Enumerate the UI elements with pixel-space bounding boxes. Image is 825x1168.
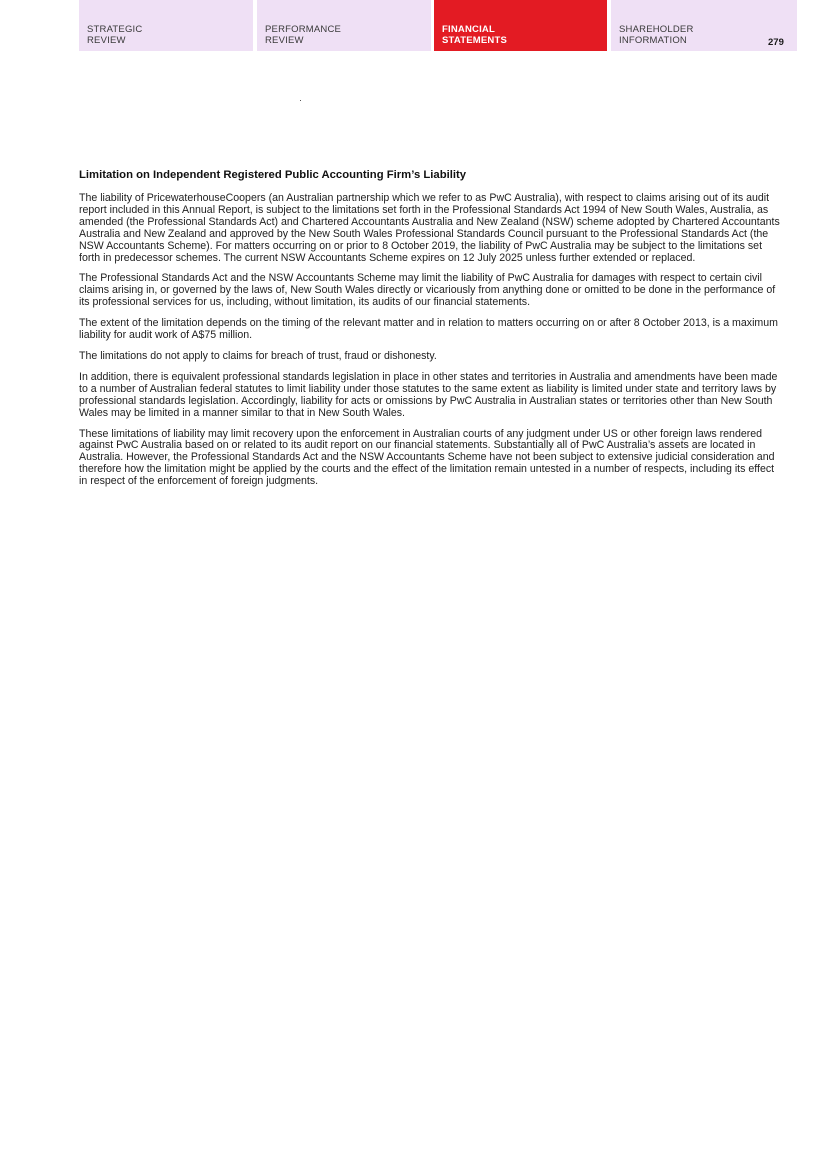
page-number: 279	[768, 37, 784, 48]
paragraph: These limitations of liability may limit recovery upon the enforcement in Australian courts of any judgment under US or other foreign laws rendered against PwC Australia based on or related to its audit report on our financial statements. Substantially all of PwC Australia’s assets are located in Australia. However, the Professional Standards Act and the NSW Accountants Scheme have not been subject to extensive judicial consideration and therefore how the limitation might be applied by the courts and the effect of the limitation remain untested in a number of respects, including its effect in respect of the enforcement of foreign judgments.	[79, 427, 775, 488]
paragraph: The liability of PricewaterhouseCoopers (an Australian partnership which we refer to as PwC Australia), with respect to claims arising out of its audit report included in this Annual Report, is subject to the limitations set forth in the Professional Standards Act 1994 of New South Wales, Australia, as amended (the Professional Standards Act) and Chartered Accountants Australia and New Zealand (NSW) scheme adopted by Chartered Accountants Australia and New Zealand and approved by the New South Wales Professional Standards Council pursuant to the Professional Standards Act (the NSW Accountants Scheme). For matters occurring on or prior to 8 October 2019, the liability of PwC Australia may be subject to the limitations set forth in predecessor schemes. The current NSW Accountants Scheme expires on 12 July 2025 unless further extended or replaced.	[79, 192, 780, 264]
section-title: Limitation on Independent Registered Public Accounting Firm’s Liability	[79, 169, 467, 181]
tab-strategic-review[interactable]	[79, 0, 253, 51]
tab-financial-statements[interactable]	[434, 0, 607, 51]
paragraph: In addition, there is equivalent professional standards legislation in place in other states and territories in Australia and amendments have been made to a number of Australian federal statutes to limit liability under those statutes to the same extent as liability is limited under state and territory laws by professional standards legislation. Accordingly, liability for acts or omissions by PwC Australia in Australian states or territories other than New South Wales may be limited in a manner similar to that in New South Wales.	[79, 370, 778, 419]
tab-label-line2: REVIEW	[265, 34, 304, 46]
tab-performance-review[interactable]	[257, 0, 431, 51]
stray-dot	[300, 100, 301, 101]
paragraph: The limitations do not apply to claims for breach of trust, fraud or dishonesty.	[79, 349, 437, 362]
paragraph: The extent of the limitation depends on the timing of the relevant matter and in relation to matters occurring on or after 8 October 2013, is a maximum liability for audit work of A$75 million.	[79, 317, 778, 342]
tab-label-line1: STRATEGIC	[87, 24, 143, 35]
tab-label-line1: PERFORMANCE	[265, 24, 342, 35]
tab-label-line2: REVIEW	[87, 34, 126, 46]
tab-label-line1: FINANCIAL	[442, 24, 495, 35]
document-body	[79, 168, 785, 497]
tab-label-line2: STATEMENTS	[442, 34, 507, 46]
tab-label-line2: INFORMATION	[619, 34, 687, 46]
tab-label-line1: SHAREHOLDER	[619, 24, 694, 35]
section-nav	[79, 0, 797, 51]
paragraph: The Professional Standards Act and the NSW Accountants Scheme may limit the liability of PwC Australia for damages with respect to certain civil claims arising in, or governed by the laws of, New South Wales directly or vicariously from anything done or omitted to be done in the performance of its professional services for us, including, without limitation, its audits of our financial statements.	[79, 272, 776, 309]
